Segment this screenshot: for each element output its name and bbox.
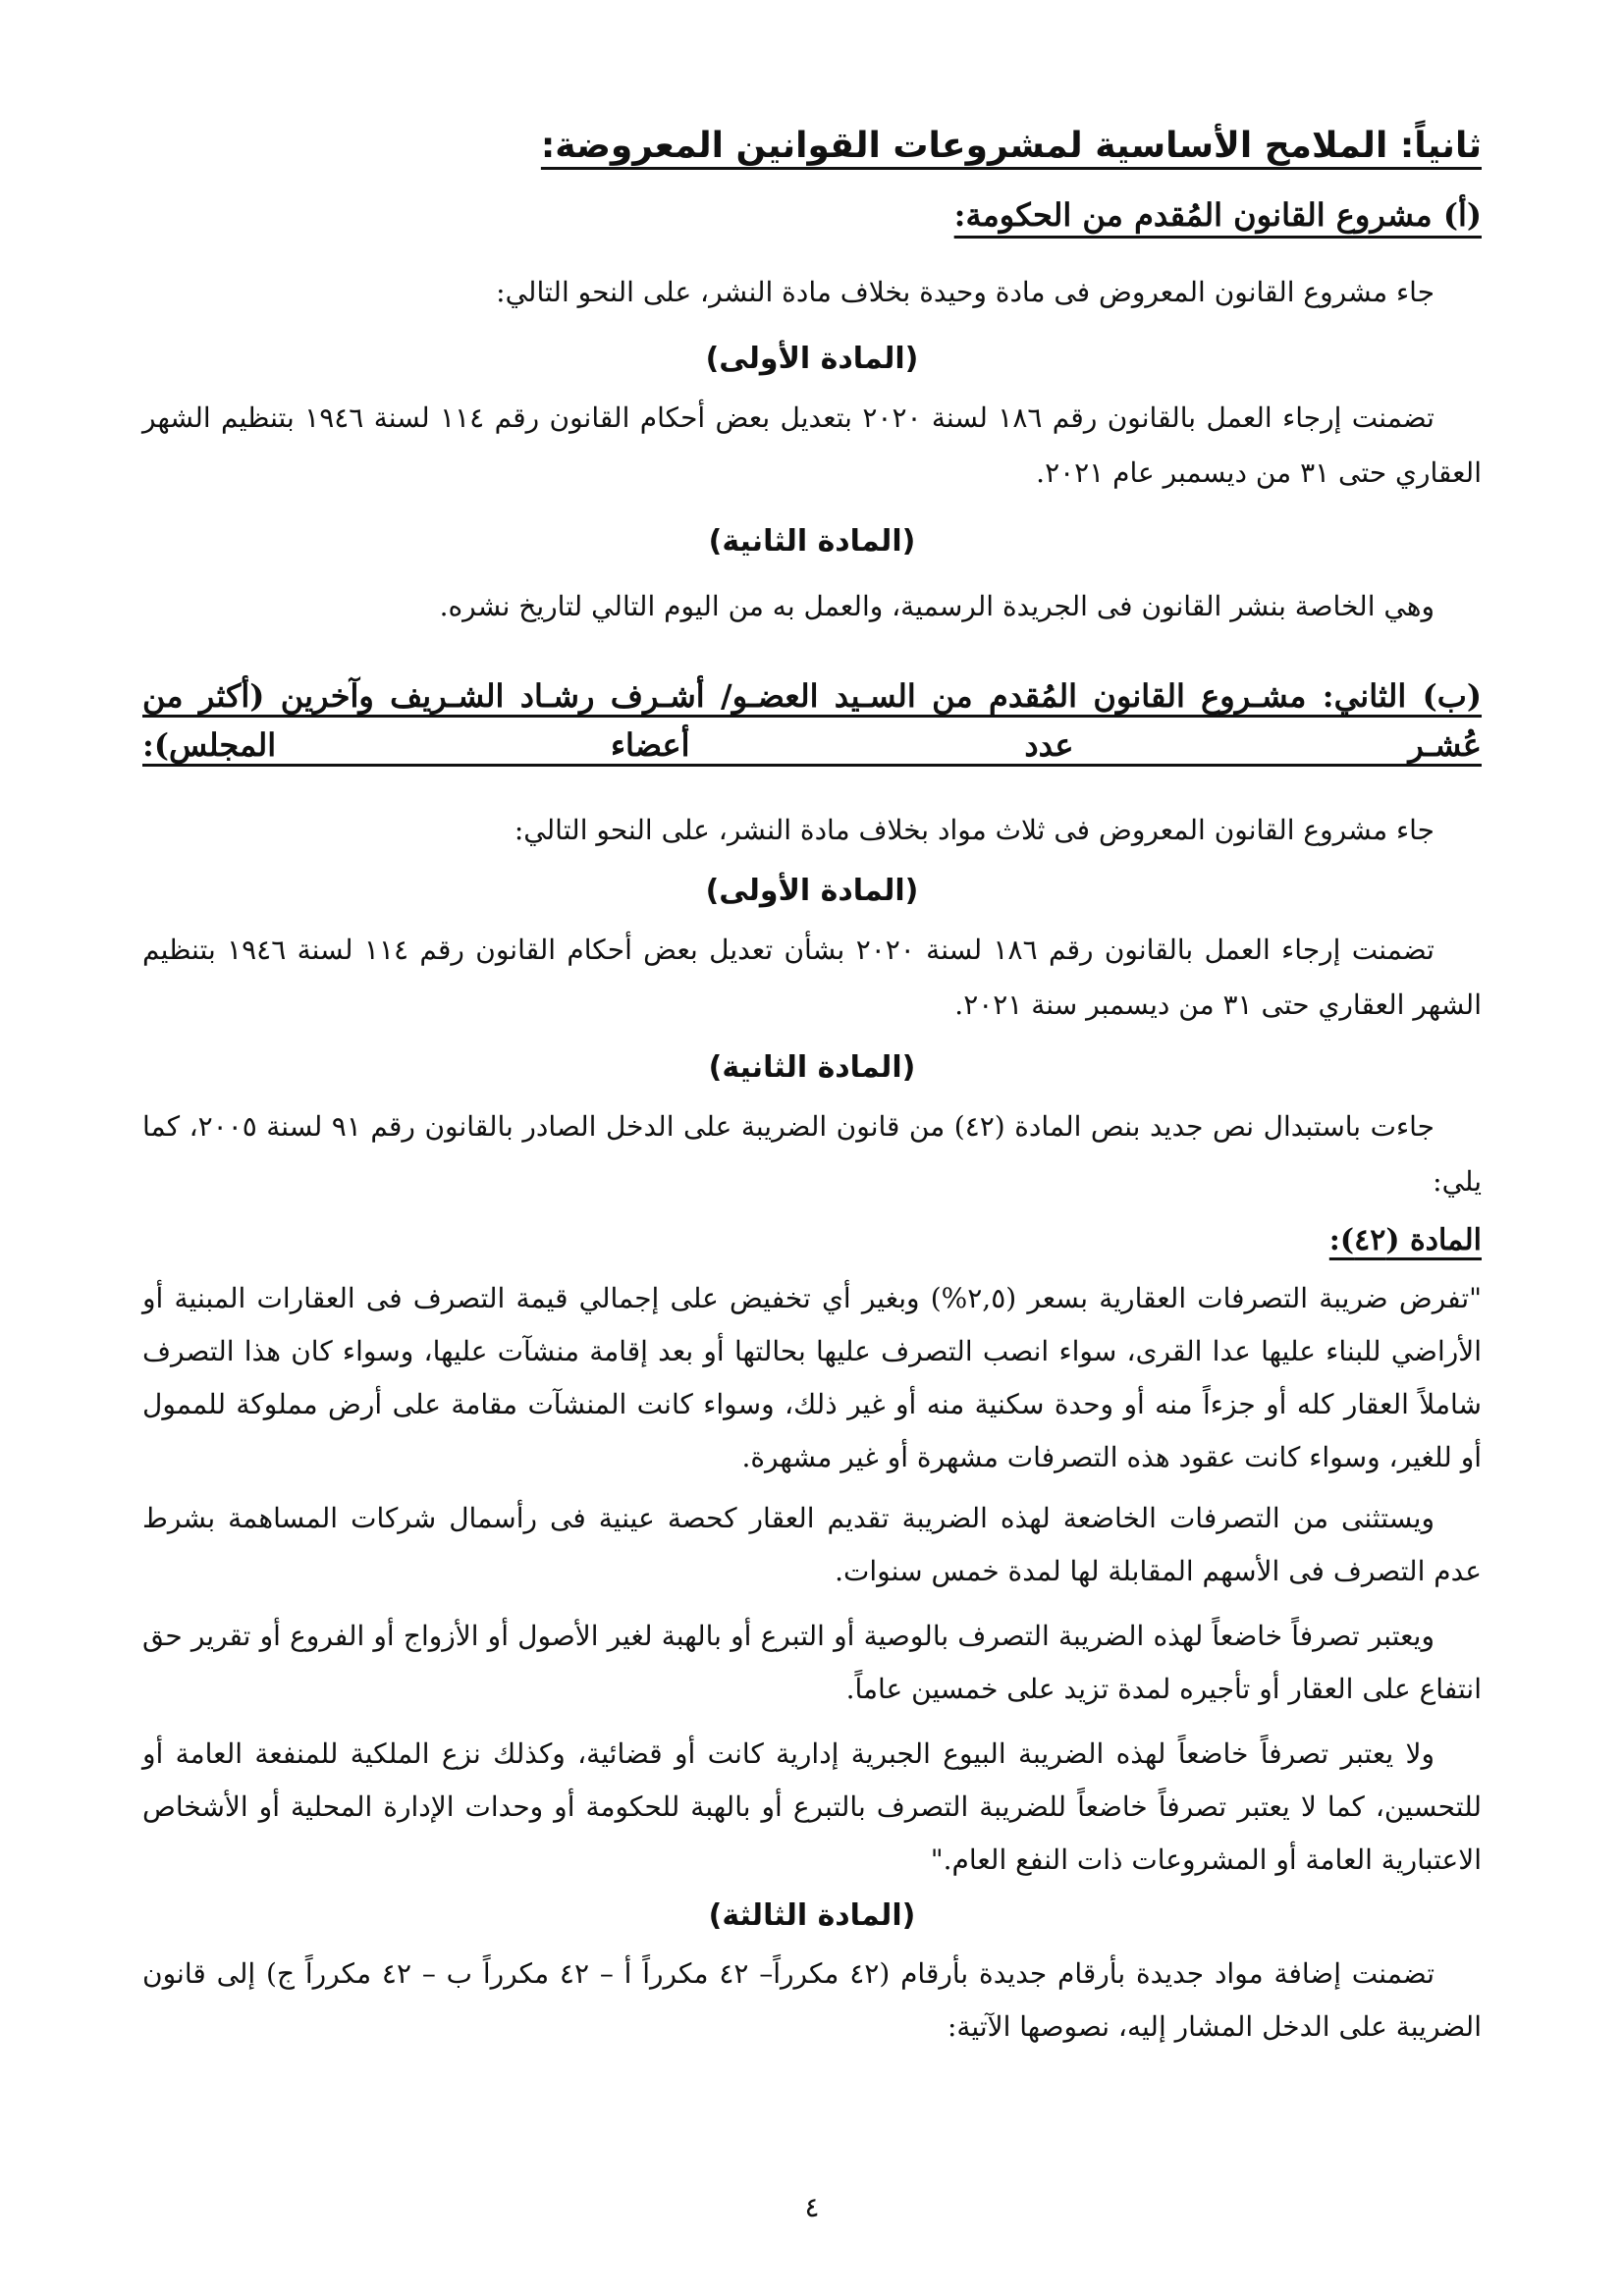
bill-b-article-2-text: جاءت باستبدال نص جديد بنص المادة (٤٢) من قانون الضريبة على الدخل الصادر بالقانون رقم ٩١ لسنة ٢٠٠٥، كما يلي: [142, 1110, 1482, 1198]
bill-a-article-2-title: (المادة الثانية) [708, 524, 916, 559]
bill-b-article-1-text: تضمنت إرجاء العمل بالقانون رقم ١٨٦ لسنة ٢٠٢٠ بشأن تعديل بعض أحكام القانون رقم ١١٤ لسنة ١٩٤٦ بتنظيم الشهر العقاري حتى ٣١ من ديسمبر سنة ٢٠٢١. [142, 934, 1482, 1021]
bill-b-article-3-text: تضمنت إضافة مواد جديدة بأرقام جديدة بأرقام (٤٢ مكرراً– ٤٢ مكرراً أ – ٤٢ مكرراً ب – ٤٢ مكرراً ج) إلى قانون الضريبة على الدخل المشار إليه، نصوصها الآتية: [142, 1957, 1482, 2043]
bill-b-article-1-title: (المادة الأولى) [705, 874, 919, 908]
bill-b-intro: جاء مشروع القانون المعروض فى ثلاث مواد بخلاف مادة النشر، على النحو التالي: [514, 814, 1435, 846]
quote-paragraph-3: ويعتبر تصرفاً خاضعاً لهذه الضريبة التصرف بالوصية أو التبرع أو بالهبة لغير الأصول أو الأزواج أو الفروع أو تقرير حق انتفاع على العقار أو تأجيره لمدة تزيد على خمسين عاماً. [142, 1620, 1482, 1705]
section-heading: ثانياً: الملامح الأساسية لمشروعات القوانين المعروضة: [540, 126, 1482, 166]
quote-paragraph-4: ولا يعتبر تصرفاً خاضعاً لهذه الضريبة البيوع الجبرية إدارية كانت أو قضائية، وكذلك نزع الملكية للمنفعة العامة أو للتحسين، كما لا يعتبر تصرفاً خاضعاً للضريبة التصرف بالتبرع أو بالهبة للحكومة أو وحدات الإدارة المحلية أو الأشخاص الاعتبارية العامة أو المشروعات ذات النفع العام." [142, 1737, 1482, 1876]
bill-b-article-2-title: (المادة الثانية) [708, 1050, 916, 1085]
bill-a-intro: جاء مشروع القانون المعروض فى مادة وحيدة بخلاف مادة النشر، على النحو التالي: [496, 276, 1435, 308]
article-42-label: المادة (٤٢): [1328, 1223, 1482, 1257]
quote-paragraph-2: ويستثنى من التصرفات الخاضعة لهذه الضريبة تقديم العقار كحصة عينية فى رأسمال شركات المساهمة بشرط عدم التصرف فى الأسهم المقابلة لها لمدة خمس سنوات. [142, 1502, 1482, 1587]
bill-b-heading: (ب) الثاني: مشـروع القانون المُقدم من السـيد العضـو/ أشـرف رشـاد الشـريف وآخرين (أكثر من عُشـر عدد أعضاء المجلس): [142, 677, 1483, 764]
page-number: ٤ [804, 2191, 820, 2223]
bill-a-article-2-text: وهي الخاصة بنشر القانون فى الجريدة الرسمية، والعمل به من اليوم التالي لتاريخ نشره. [439, 590, 1435, 622]
bill-a-heading: (أ) مشروع القانون المُقدم من الحكومة: [953, 196, 1482, 234]
bill-a-article-1-title: (المادة الأولى) [705, 342, 919, 376]
bill-b-article-3-title: (المادة الثالثة) [708, 1898, 916, 1933]
bill-a-article-1-text: تضمنت إرجاء العمل بالقانون رقم ١٨٦ لسنة ٢٠٢٠ بتعديل بعض أحكام القانون رقم ١١٤ لسنة ١٩٤٦ بتنظيم الشهر العقاري حتى ٣١ من ديسمبر عام ٢٠٢١. [142, 401, 1482, 489]
quote-paragraph-1: "تفرض ضريبة التصرفات العقارية بسعر (٢,٥%) وبغير أي تخفيض على إجمالي قيمة التصرف فى العقارات المبنية أو الأراضي للبناء عليها عدا القرى، سواء انصب التصرف عليها بحالتها أو بعد إقامة منشآت عليها، وسواء كان هذا التصرف شاملاً العقار كله أو جزءاً منه أو وحدة سكنية منه أو غير ذلك، وسواء كانت المنشآت مقامة على أرض مملوكة للممول أو للغير، وسواء كانت عقود هذه التصرفات مشهرة أو غير مشهرة. [142, 1282, 1483, 1473]
